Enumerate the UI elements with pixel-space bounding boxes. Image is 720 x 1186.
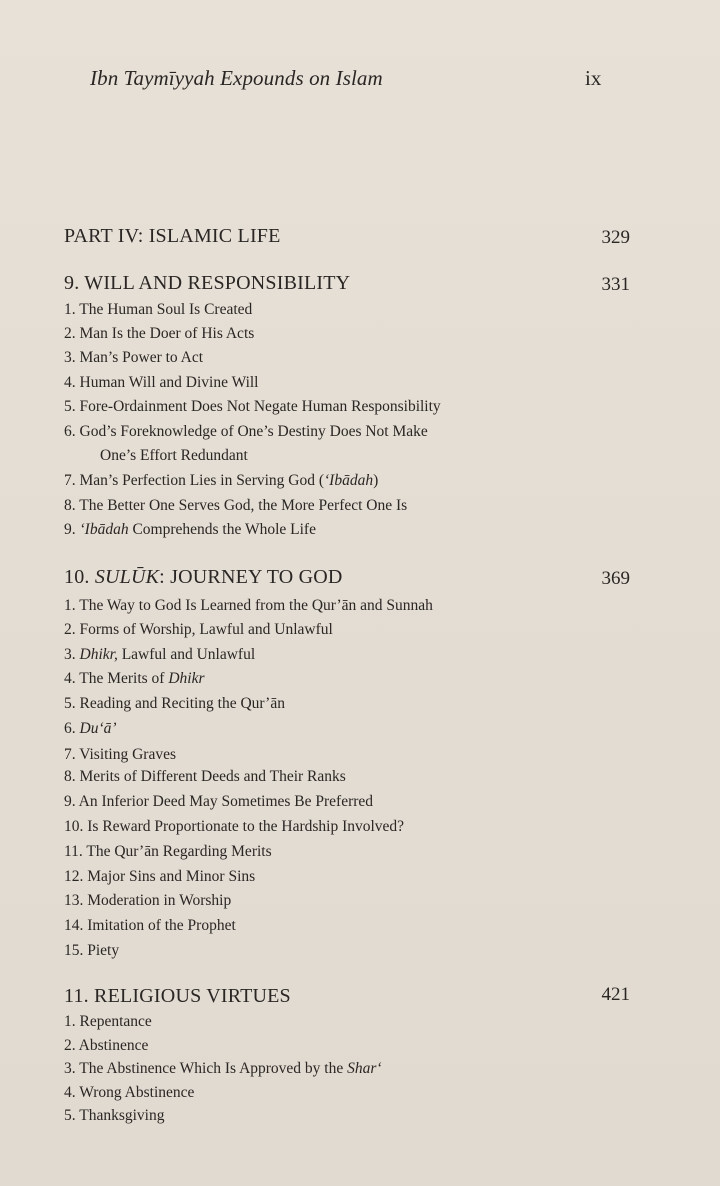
toc-entry-text: Comprehends the Whole Life [128, 521, 316, 538]
toc-entry-text: 3. [64, 646, 80, 663]
toc-entry: 6. God’s Foreknowledge of One’s Destiny Does Not Make [64, 423, 428, 440]
toc-entry-text: Lawful and Unlawful [117, 646, 256, 663]
chapter-11-title: 11. RELIGIOUS VIRTUES [64, 985, 291, 1007]
running-head: Ibn Taymīyyah Expounds on Islam [90, 66, 383, 90]
toc-entry: 1. Repentance [64, 1013, 152, 1030]
chapter-10-title [64, 566, 343, 589]
toc-entry [64, 670, 205, 688]
toc-entry-italic-term: Shar‘ [347, 1060, 382, 1077]
toc-entry: 8. Merits of Different Deeds and Their Ranks [64, 768, 346, 785]
toc-entry: 12. Major Sins and Minor Sins [64, 868, 256, 885]
toc-entry: 10. Is Reward Proportionate to the Hardship Involved? [64, 818, 405, 835]
toc-entry: 5. Fore-Ordainment Does Not Negate Human Responsibility [64, 398, 441, 415]
toc-entry: 2. Man Is the Doer of His Acts [64, 325, 255, 342]
toc-entry: 7. Visiting Graves [64, 746, 177, 763]
toc-entry-text: 4. The Merits of [64, 670, 169, 687]
toc-entry-italic-term: ‘Ibādah [79, 521, 129, 538]
toc-entry-text: 7. Man’s Perfection Lies in Serving God ( [64, 472, 325, 489]
toc-entry: 1. The Way to God Is Learned from the Qur’ān and Sunnah [64, 597, 433, 614]
toc-entry: 4. Wrong Abstinence [64, 1084, 195, 1101]
toc-entry: 14. Imitation of the Prophet [64, 917, 236, 934]
toc-entry-text: ) [373, 472, 379, 489]
toc-entry-italic-term: Du‘ā’ [79, 720, 117, 737]
toc-entry: 5. Reading and Reciting the Qur’ān [64, 695, 285, 712]
toc-entry [64, 646, 255, 664]
chapter-10-title-italic: SULŪK [94, 566, 160, 588]
page-numeral: ix [585, 66, 602, 90]
part-page-number: 329 [601, 227, 630, 248]
toc-entry [64, 472, 378, 490]
toc-entry-continuation: One’s Effort Redundant [100, 447, 248, 464]
toc-entry: 5. Thanksgiving [64, 1107, 165, 1124]
toc-entry: 4. Human Will and Divine Will [64, 374, 259, 391]
toc-entry: 1. The Human Soul Is Created [64, 301, 253, 318]
toc-entry-italic-term: Dhikr [168, 670, 205, 687]
part-title: PART IV: ISLAMIC LIFE [64, 225, 281, 247]
toc-entry: 2. Abstinence [64, 1037, 149, 1054]
toc-entry: 15. Piety [64, 942, 120, 959]
toc-entry-text: 3. The Abstinence Which Is Approved by the [64, 1060, 348, 1077]
chapter-9-page-number: 331 [601, 274, 630, 295]
toc-entry: 11. The Qur’ān Regarding Merits [64, 843, 272, 860]
toc-entry [64, 720, 117, 738]
toc-entry: 2. Forms of Worship, Lawful and Unlawful [64, 621, 333, 638]
toc-entry-text: 9. [64, 521, 80, 538]
chapter-10-title-rest: : JOURNEY TO GOD [159, 566, 343, 588]
toc-entry: 8. The Better One Serves God, the More Perfect One Is [64, 497, 408, 514]
toc-entry: 3. Man’s Power to Act [64, 349, 204, 366]
toc-entry-text: 6. [64, 720, 80, 737]
chapter-10-number: 10. [64, 566, 95, 588]
chapter-10-page-number: 369 [601, 568, 630, 589]
toc-entry: 13. Moderation in Worship [64, 892, 232, 909]
toc-entry-italic-term: ‘Ibādah [324, 472, 374, 489]
chapter-11-page-number: 421 [601, 984, 630, 1005]
chapter-9-title: 9. WILL AND RESPONSIBILITY [64, 272, 351, 294]
toc-entry: 9. An Inferior Deed May Sometimes Be Preferred [64, 793, 374, 810]
toc-entry [64, 1060, 382, 1078]
toc-entry-italic-term: Dhikr, [79, 646, 118, 663]
toc-entry [64, 521, 316, 539]
